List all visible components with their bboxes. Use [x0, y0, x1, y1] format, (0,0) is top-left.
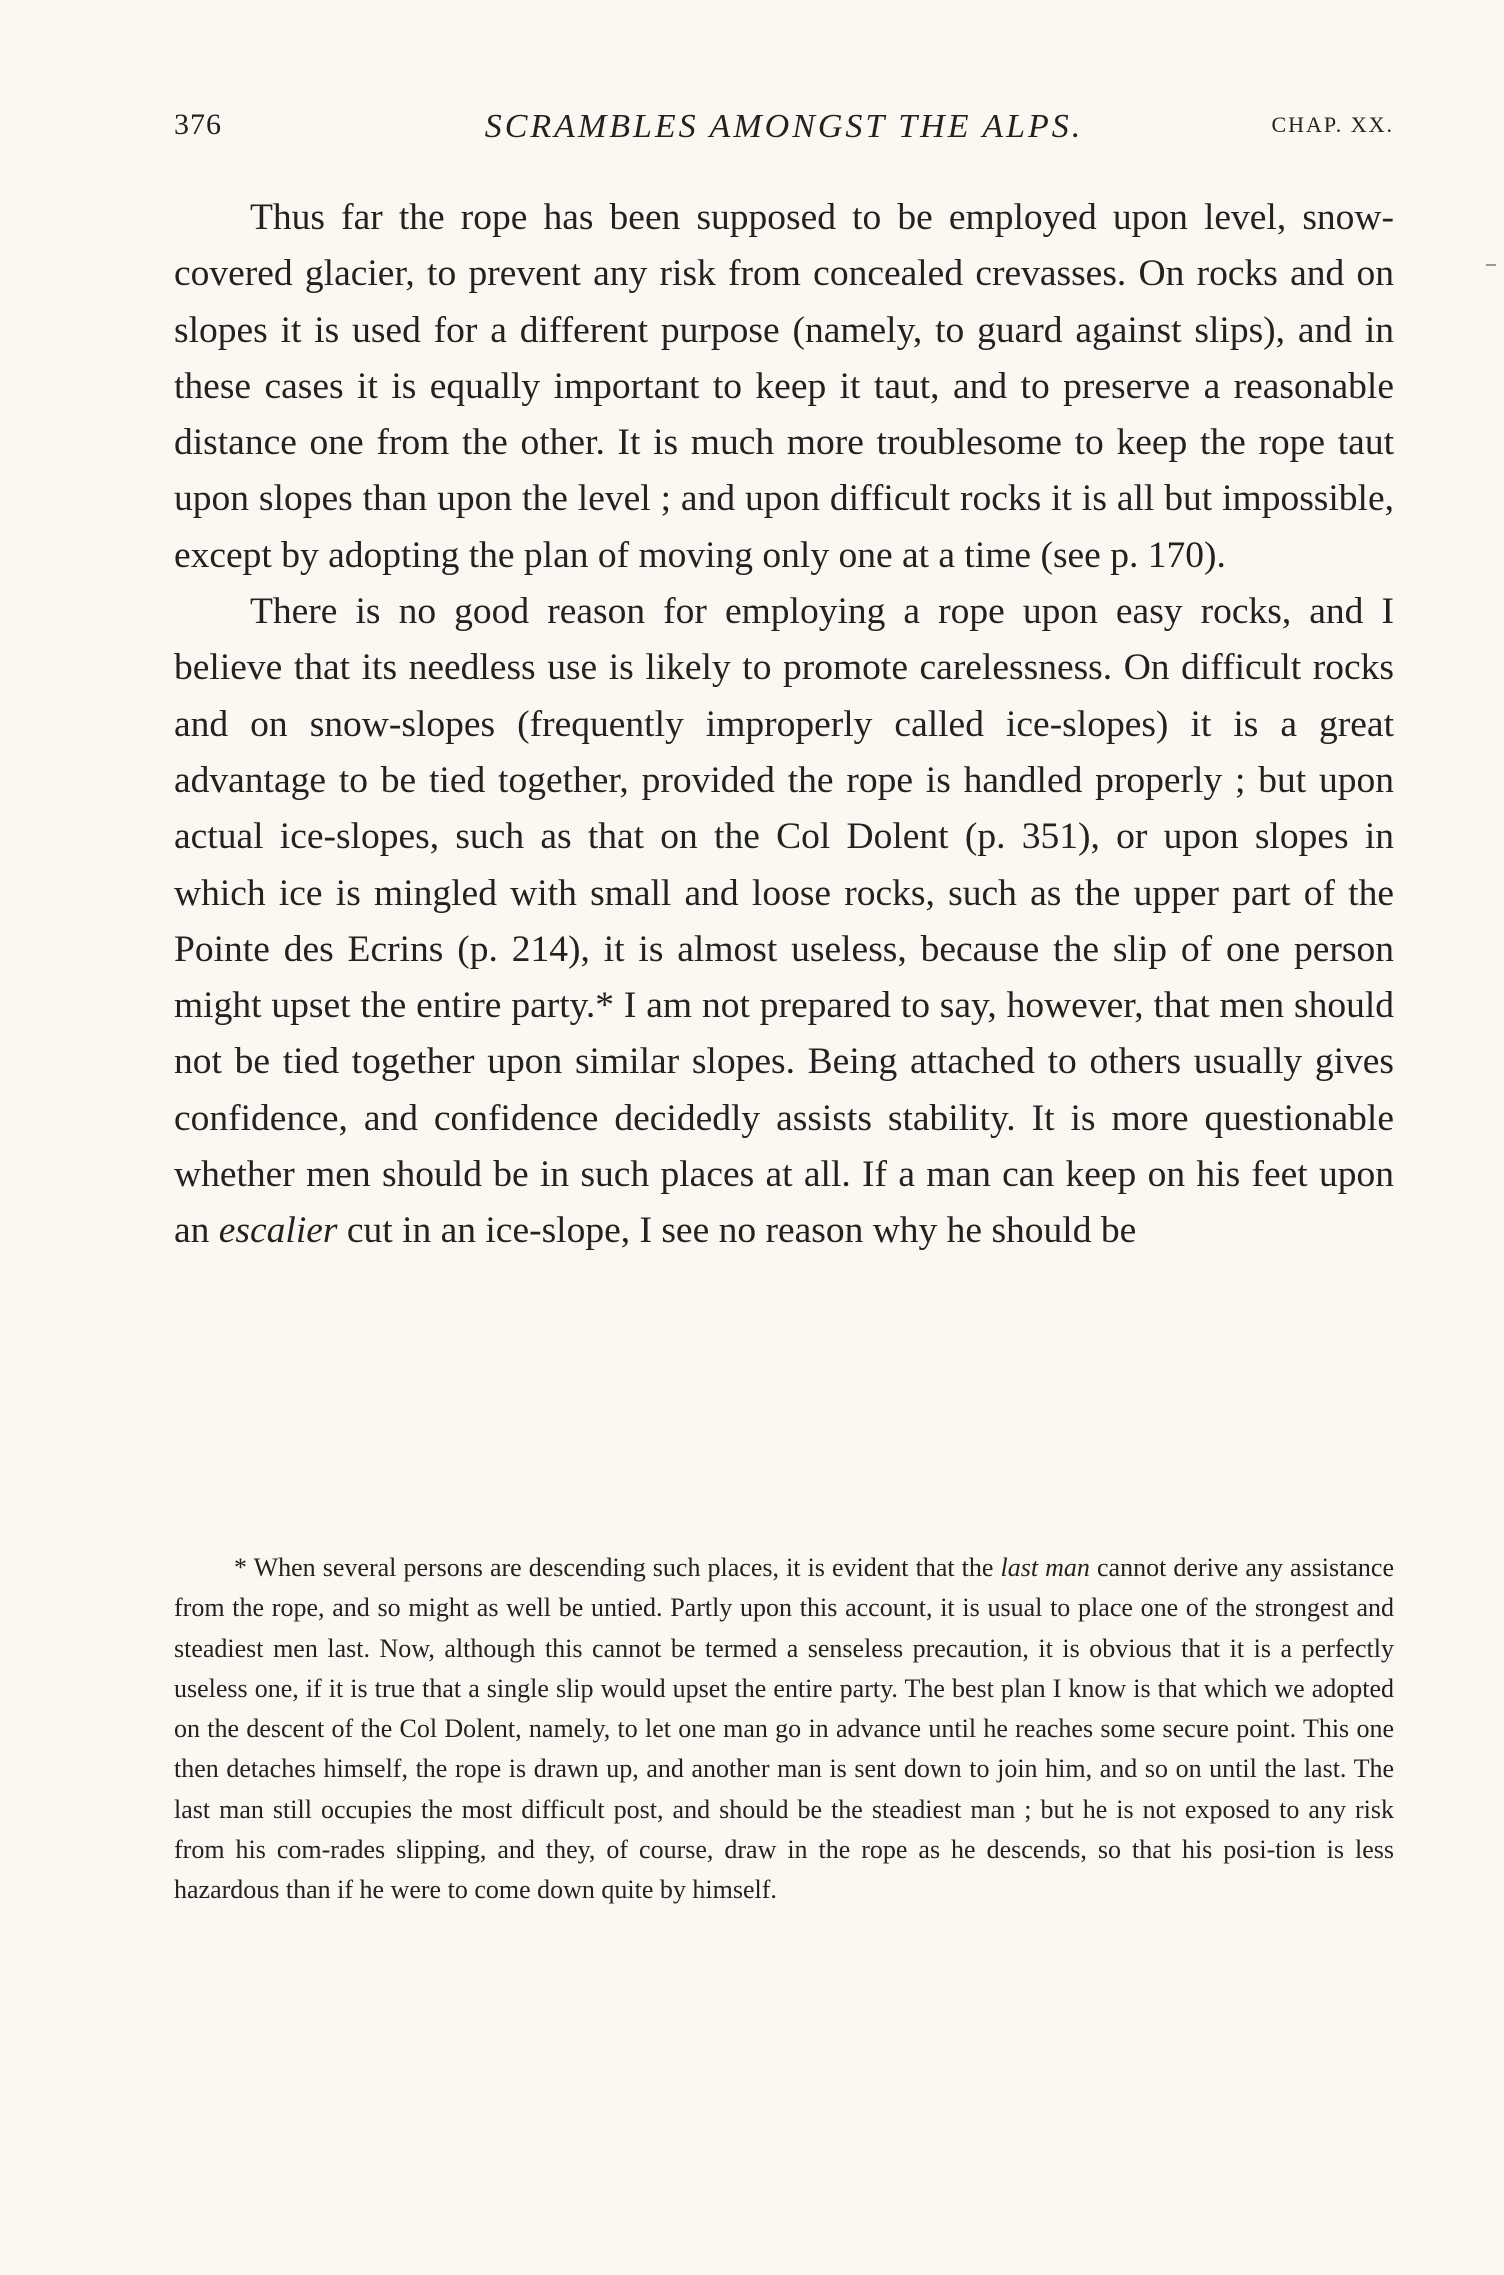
footnote — [174, 1548, 1394, 1911]
footnote-italic: last man — [1000, 1553, 1090, 1582]
page-number: 376 — [174, 108, 222, 141]
footnote-part-2: cannot derive any assistance from the rope, and so might as well be untied. Partly upon this account, it is usual to place one of the strongest and steadiest men last. Now, although this cannot be termed a senseless precaution, it is obvious that it is a perfectly useless one, if it is true that a single slip would upset the entire party. The best plan I know is that which we adopted on the descent of the Col Dolent, namely, to let one man go in advance until he reaches some secure point. This one then detaches himself, the rope is drawn up, and another man is sent down to join him, and so on until the last. The last man still occupies the most difficult post, and should be the steadiest man ; but he is not exposed to any risk from his com-rades slipping, and they, of course, draw in the rope as he descends, so that his posi-tion is less hazardous than if he were to come down quite by himself. — [174, 1553, 1394, 1905]
paragraph-1: Thus far the rope has been supposed to be employed upon level, snow-covered glacier, to prevent any risk from concealed crevasses. On rocks and on slopes it is used for a different purpose (namely, to guard against slips), and in these cases it is equally important to keep it taut, and to preserve a reasonable distance one from the other. It is much more troublesome to keep the rope taut upon slopes than upon the level ; and upon difficult rocks it is all but impossible, except by adopting the plan of moving only one at a time (see p. 170). — [174, 197, 1394, 576]
paragraph-2-italic: escalier — [218, 1210, 338, 1252]
footnote-part-1: * When several persons are descending such places, it is evident that the — [234, 1553, 1001, 1582]
footnote-text — [174, 1548, 1394, 1911]
running-title: SCRAMBLES AMONGST THE ALPS. — [484, 108, 1084, 145]
running-head — [174, 108, 1394, 148]
paragraph-2-part-1: There is no good reason for employing a rope upon easy rocks, and I believe that its needless use is likely to promote carelessness. On difficult rocks and on snow-slopes (frequently improperly called ice-slopes) it is a great advantage to be tied together, provided the rope is handled properly ; but upon actual ice-slopes, such as that on the Col Dolent (p. 351), or upon slopes in which ice is mingled with small and loose rocks, such as the upper part of the Pointe des Ecrins (p. 214), it is almost useless, because the slip of one person might upset the entire party.* I am not prepared to say, however, that men should not be tied together upon similar slopes. Being attached to others usually gives confidence, and confidence decidedly assists stability. It is more questionable whether men should be in such places at all. If a man can keep on his feet upon an — [174, 591, 1394, 1252]
paragraph-2 — [174, 584, 1394, 1260]
chapter-label: CHAP. XX. — [1271, 112, 1394, 137]
paragraph-2-part-2: cut in an ice-slope, I see no reason why he should be — [337, 1210, 1137, 1252]
body-text — [174, 190, 1394, 1260]
margin-mark — [1486, 264, 1496, 266]
